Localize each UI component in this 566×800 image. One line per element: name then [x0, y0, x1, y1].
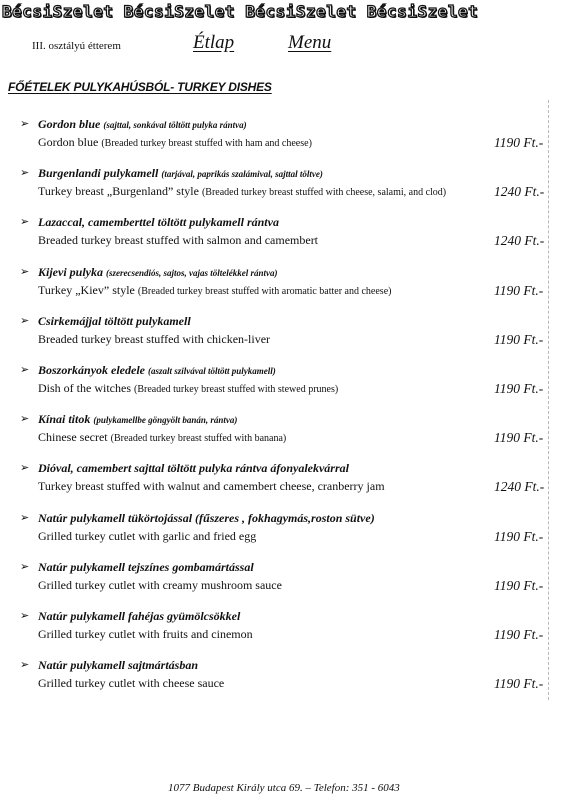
- item-price: 1190 Ft.-: [494, 135, 544, 150]
- item-name-line: [38, 215, 279, 230]
- item-name: Lazaccal, camemberttel töltött pulykamell rántva: [38, 215, 279, 230]
- menu-item: [0, 363, 566, 412]
- item-english-line: [38, 233, 318, 248]
- menu-item: [0, 461, 566, 510]
- arrow-bullet-icon: ➢: [20, 658, 30, 672]
- item-price: 1190 Ft.-: [494, 528, 544, 544]
- item-english-note: (Breaded turkey breast stuffed with stewed prunes): [133, 383, 339, 395]
- arrow-bullet-icon: ➢: [20, 510, 30, 524]
- title-english: Menu: [288, 32, 332, 53]
- item-english-line: [38, 332, 270, 347]
- item-price: 1190 Ft.-: [494, 282, 544, 298]
- item-english-name: Grilled turkey cutlet with fruits and cinemon: [38, 626, 253, 641]
- item-english-line: [38, 479, 385, 494]
- arrow-bullet-icon: ➢: [20, 264, 30, 278]
- item-english-line: [38, 578, 282, 593]
- item-english-name: Breaded turkey breast stuffed with salmon and camembert: [38, 233, 319, 248]
- item-name-line: [38, 461, 349, 476]
- item-name: Csirkemájjal töltött pulykamell: [38, 313, 191, 328]
- item-name: Burgenlandi pulykamell: [38, 166, 159, 181]
- item-name-note: (pulykamellbe göngyölt banán, rántva): [93, 415, 238, 426]
- banner-text: BécsiSzelet BécsiSzelet BécsiSzelet BécsiSzelet: [2, 1, 479, 21]
- item-price: 1190 Ft.-: [494, 380, 544, 396]
- item-english-line: [38, 184, 446, 199]
- item-name: Gordon blue: [38, 117, 101, 131]
- item-price: 1190 Ft.-: [494, 676, 544, 692]
- menu-header: [0, 30, 566, 60]
- item-english-name: Turkey „Kiev” style: [38, 282, 135, 297]
- menu-item: [0, 658, 566, 707]
- banner: [0, 0, 566, 22]
- item-name: Kijevi pulyka: [38, 264, 103, 279]
- item-english-line: [38, 529, 256, 544]
- arrow-bullet-icon: ➢: [20, 412, 30, 426]
- item-name: Natúr pulykamell tükörtojással (fűszeres , fokhagymás,roston sütve): [38, 510, 375, 525]
- footer-address: 1077 Budapest Király utca 69. – Telefon: 351 - 6043: [168, 782, 400, 794]
- item-name: Natúr pulykamell sajtmártásban: [38, 658, 199, 673]
- menu-item: [0, 560, 566, 609]
- arrow-bullet-icon: ➢: [20, 166, 30, 180]
- item-name: Dióval, camembert sajttal töltött pulyka rántva áfonyalekvárral: [38, 461, 349, 476]
- section-title: FŐÉTELEK PULYKAHÚSBÓL- TURKEY DISHES: [8, 80, 272, 94]
- item-english-name: Dish of the witches: [38, 380, 131, 395]
- item-name-line: [38, 412, 237, 427]
- item-english-note: (Breaded turkey breast stuffed with aromatic batter and cheese): [137, 285, 392, 297]
- arrow-bullet-icon: ➢: [20, 608, 30, 622]
- item-english-name: Turkey breast stuffed with walnut and camembert cheese, cranberry jam: [38, 479, 385, 494]
- item-price: 1240 Ft.-: [494, 479, 545, 495]
- item-english-name: Grilled turkey cutlet with cheese sauce: [38, 676, 225, 691]
- item-english-note: (Breaded turkey breast stuffed with banana): [110, 433, 287, 445]
- item-price: 1190 Ft.-: [494, 331, 544, 347]
- item-english-name: Chinese secret: [38, 430, 108, 445]
- menu-item: [0, 609, 566, 658]
- item-english-note: (Breaded turkey breast stuffed with cheese, salami, and clod): [201, 187, 447, 199]
- item-name: Natúr pulykamell fahéjas gyümölcsökkel: [38, 608, 241, 623]
- item-price: 1240 Ft.-: [494, 233, 545, 249]
- menu-item: [0, 215, 566, 264]
- menu-item: [0, 314, 566, 363]
- item-english-name: Turkey breast „Burgenland” style: [38, 184, 199, 199]
- item-name: Boszorkányok eledele: [38, 362, 145, 377]
- item-english-line: [38, 676, 224, 691]
- menu-item: [0, 412, 566, 461]
- item-english-line: [38, 430, 286, 445]
- menu-item: [0, 166, 566, 215]
- arrow-bullet-icon: ➢: [20, 559, 30, 573]
- page-edge-mark: [548, 100, 550, 700]
- arrow-bullet-icon: ➢: [20, 362, 30, 376]
- item-name-line: [38, 658, 198, 673]
- item-english-name: Grilled turkey cutlet with creamy mushroom sauce: [38, 577, 282, 592]
- arrow-bullet-icon: ➢: [20, 117, 30, 130]
- item-price: 1190 Ft.-: [494, 430, 544, 446]
- menu-item: [0, 511, 566, 560]
- item-name-line: [38, 511, 375, 526]
- item-name: Kínai titok: [38, 412, 91, 427]
- item-english-line: [38, 627, 253, 642]
- item-english-name: Grilled turkey cutlet with garlic and fried egg: [38, 528, 257, 543]
- item-price: 1190 Ft.-: [494, 626, 544, 642]
- item-name-line: [38, 265, 277, 280]
- item-name-line: [38, 314, 191, 329]
- item-english-note: (Breaded turkey breast stuffed with ham and cheese): [101, 138, 312, 149]
- menu-item: [0, 265, 566, 314]
- item-english-name: Breaded turkey breast stuffed with chicken-liver: [38, 331, 271, 346]
- item-name-line: [38, 609, 240, 624]
- arrow-bullet-icon: ➢: [20, 215, 30, 229]
- item-english-line: [38, 283, 391, 298]
- item-english-name: Gordon blue: [38, 135, 99, 149]
- item-name-note: (szerecsendiós, sajtos, vajas töltelékkel rántva): [106, 267, 278, 278]
- item-price: 1190 Ft.-: [494, 577, 544, 593]
- restaurant-class: III. osztályú étterem: [32, 40, 121, 52]
- item-name-note: (aszalt szilvával töltött pulykamell): [148, 365, 276, 376]
- item-name-note: (sajttal, sonkával töltött pulyka rántva): [103, 120, 247, 130]
- item-name-line: [38, 117, 247, 132]
- item-price: 1240 Ft.-: [494, 184, 545, 200]
- item-name-note: (tarjával, paprikás szalámival, sajttal töltve): [161, 169, 323, 180]
- item-name-line: [38, 363, 276, 378]
- item-name-line: [38, 166, 323, 181]
- menu-item: [0, 117, 566, 166]
- item-name: Natúr pulykamell tejszínes gombamártással: [38, 559, 254, 574]
- item-english-line: [38, 135, 312, 150]
- item-english-line: [38, 381, 338, 396]
- item-name-line: [38, 560, 254, 575]
- title-hungarian: Étlap: [193, 32, 235, 53]
- arrow-bullet-icon: ➢: [20, 313, 30, 327]
- menu-items-list: [0, 117, 566, 707]
- arrow-bullet-icon: ➢: [20, 461, 30, 475]
